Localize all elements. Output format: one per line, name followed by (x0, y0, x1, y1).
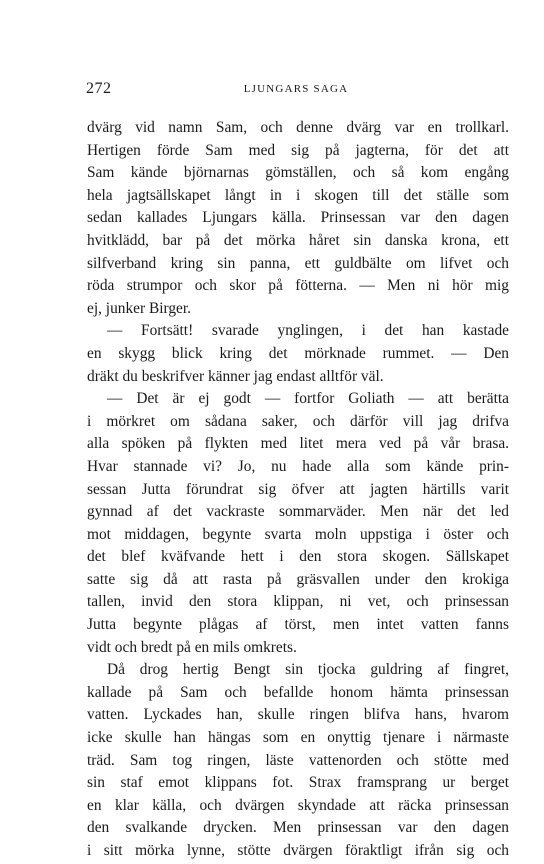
text-line: icke skulle han hängas som en onyttig tjenare i närmaste (87, 729, 509, 747)
text-line: — Det är ej godt — fortfor Goliath — att berätta (107, 390, 509, 408)
running-head: LJUNGARS SAGA (243, 83, 349, 95)
text-line: träd. Sam tog ringen, läste vattenorden och stötte med (87, 751, 509, 769)
text-line: sin staf emot klippans fot. Strax framsprang ur berget (87, 774, 509, 792)
text-line: en klar källa, och dvärgen skyndade att räcka prinsessan (87, 796, 509, 814)
text-line: Hvar stannade vi? Jo, nu hade alla som kände prin- (87, 457, 509, 475)
text-line: hela jagtsällskapet långt in i skogen till det ställe som (87, 186, 509, 204)
text-line: silfverband kring sin panna, ett guldbälte om lifvet och (87, 254, 509, 272)
text-line: mot middagen, begynte svarta moln uppstiga i öster och (87, 525, 509, 543)
text-line: det blef kväfvande hett i den stora skogen. Sällskapet (87, 548, 509, 566)
page-header (86, 80, 506, 102)
text-line: Sam kände björnarnas gömställen, och så kom engång (87, 164, 509, 182)
text-line: tallen, invid den stora klippan, ni vet, och prinsessan (87, 593, 509, 611)
text-line: gynnad af det vackraste sommarväder. Men när det led (87, 503, 509, 521)
text-line: Hertigen förde Sam med sig på jagterna, för det att (87, 141, 509, 159)
text-line: alla spöken på flykten med litet mera ved på vår brasa. (87, 435, 509, 453)
text-line: vidt och bredt på en mils omkrets. (87, 638, 297, 656)
text-line: Jutta begynte plågas af törst, men intet vatten fanns (87, 616, 509, 634)
text-line: den svalkande drycken. Men prinsessan var den dagen (87, 819, 509, 837)
text-line: i sitt mörka lynne, stötte dvärgen föraktligt ifrån sig och (87, 842, 509, 859)
text-line: — Fortsätt! svarade ynglingen, i det han kastade (107, 322, 509, 340)
text-line: Då drog hertig Bengt sin tjocka guldring af fingret, (107, 661, 509, 679)
text-line: i mörkret om sådana saker, och därför vill jag drifva (87, 412, 509, 430)
text-line: röda strumpor och skor på fötterna. — Men ni hör mig (87, 277, 509, 295)
text-line: hvitklädd, bar på det mörka håret sin danska krona, ett (87, 231, 509, 249)
text-line: dvärg vid namn Sam, och denne dvärg var en trollkarl. (87, 119, 509, 136)
text-line: kallade på Sam och befallde honom hämta prinsessan (87, 683, 509, 701)
text-line: vatten. Lyckades han, skulle ringen blifva hans, hvarom (87, 706, 509, 724)
text-line: en skygg blick kring det mörknade rummet. — Den (87, 344, 509, 362)
body-text (87, 117, 509, 863)
text-line: ej, junker Birger. (87, 299, 192, 317)
text-line: sedan kallades Ljungars källa. Prinsessan var den dagen (87, 209, 509, 227)
text-line: sessan Jutta förundrat sig öfver att jagten härtills varit (87, 480, 509, 498)
text-line: dräkt du beskrifver känner jag endast alltför väl. (87, 367, 384, 385)
page-number: 272 (86, 80, 112, 97)
text-line: satte sig då att rasta på gräsvallen under den krokiga (87, 570, 509, 588)
